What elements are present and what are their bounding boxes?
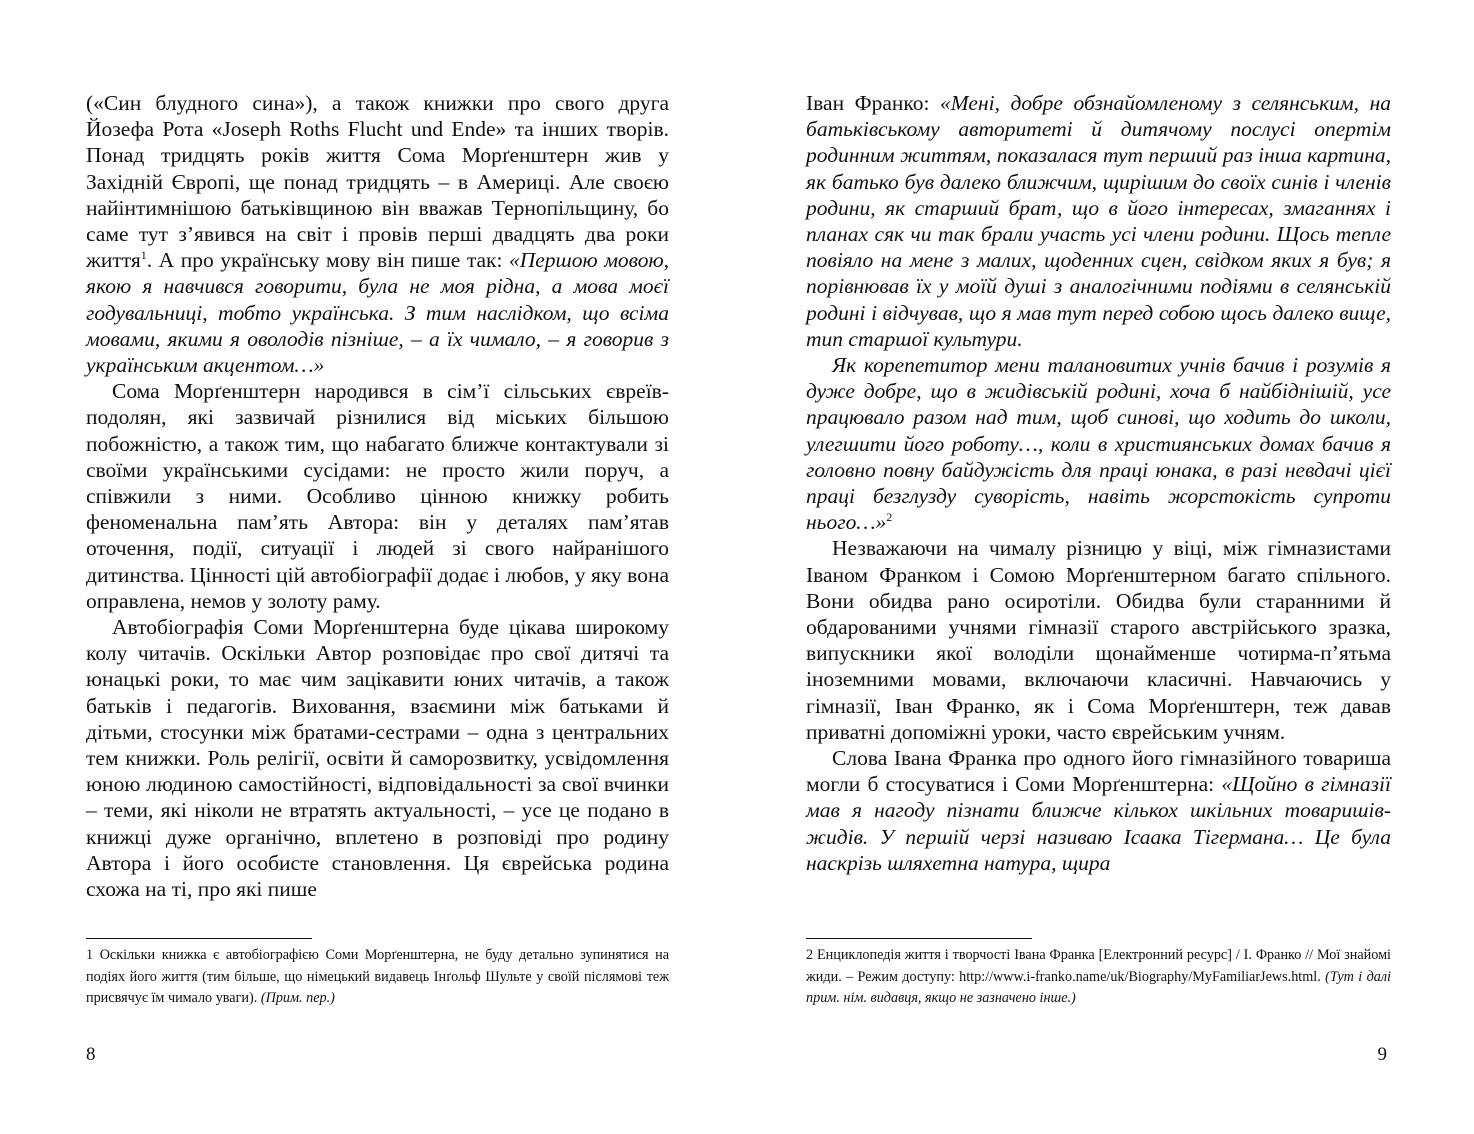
body-paragraph bbox=[86, 378, 669, 614]
footnote-text: 2 Енциклопедія життя і творчості Івана Франка [Електронний ресурс] / І. Франко // Мої знайомі жиди. – Режим доступу: http://www.i-franko.name/uk/Biography/MyFamiliarJews.html. bbox=[806, 947, 1391, 985]
body-paragraph bbox=[806, 535, 1391, 745]
footnote-rule bbox=[806, 938, 1032, 939]
text-run: Незважаючи на чималу різницю у віці, між гімназистами Іваном Франком і Сомою Морґенштерном багато спільного. Вони обидва рано осиротіли. Обидва були старанними й обдарованими учнями гімназії старого австрійського зразка, випускники якої володіли щонайменше чотирма-п’ятьма іноземними мовами, включаючи класичні. Навчаючись у гімназії, Іван Франко, як і Сома Морґенштерн, теж давав приватні допоміжні уроки, часто єврейським учням. bbox=[806, 536, 1391, 744]
body-paragraph bbox=[806, 745, 1391, 876]
page-number: 8 bbox=[86, 1044, 96, 1065]
right-page bbox=[806, 0, 1391, 1134]
footnote-note: (Прим. пер.) bbox=[260, 990, 335, 1006]
body-paragraph bbox=[86, 614, 669, 902]
right-page-body bbox=[806, 90, 1391, 876]
text-run: Сома Морґенштерн народився в сім’ї сільських євреїв-подолян, які зазвичай різнилися від міських більшою побожністю, а також тим, що набагато ближче контактували зі своїми українськими сусідами: не просто жили поруч, а співжили з ними. Особливо цінною книжку робить феноменальна пам’ять Автора: він у деталях пам’ятав оточення, події, ситуації і людей зі свого найранішого дитинства. Цінності цій автобіографії додає і любов, у яку вона оправлена, немов у золоту раму. bbox=[86, 379, 669, 613]
footnote bbox=[86, 945, 669, 1010]
left-page-body bbox=[86, 90, 669, 902]
text-run: Слова Івана Франка про одного його гімназійного товариша могли б стосуватися і Соми Морґенштерна: bbox=[806, 746, 1391, 797]
text-run: . А про українську мову він пише так: bbox=[146, 248, 509, 273]
text-run: Автобіографія Соми Морґенштерна буде цікава широкому колу читачів. Оскільки Автор розповідає про свої дитячі та юнацькі роки, то має чим зацікавити юних читачів, а також батьків і педагогів. Виховання, взаємини між батьками й дітьми, стосунки між братами-сестрами – одна з центральних тем книжки. Роль релігії, освіти й саморозвитку, усвідомлення юною людиною самостійності, відповідальності за свої вчинки – теми, які ніколи не втратять актуальності, – усе це подано в книжці дуже органічно, вплетено в розповіді про родину Автора і його особисте становлення. Ця єврейська родина схожа на ті, про які пише bbox=[86, 615, 669, 902]
quotation: Як корепетитор мени талановитих учнів бачив і розумів я дуже добре, що в жидівській родині, хоча б найбіднішій, усе працювало разом над тим, щоб синові, що ходить до школи, улегшити його роботу…, коли в християнських домах бачив я головно повну байдужість для праці юнака, в разі невдачі цієї праці безглузду суворість, навіть жорстокість супроти нього…» bbox=[806, 353, 1391, 535]
footnote-note: (Тут і далі прим. нім. видавця, якщо не зазначено інше.) bbox=[806, 968, 1391, 1006]
text-run: Іван Франко: bbox=[806, 91, 941, 115]
left-page bbox=[86, 0, 669, 1134]
text-run: («Син блудного сина»), а також книжки про свого друга Йозефа Рота «Joseph Roths Flucht und Ende» та інших творів. Понад тридцять років життя Сома Морґенштерн жив у Західній Європі, ще понад тридцять – в Америці. Але своєю найінтимнішою батьківщиною він вважав Тернопільщину, бо саме тут з’явився на світ і провів перші двадцять два роки життя bbox=[86, 91, 669, 273]
page-number: 9 bbox=[1377, 1044, 1387, 1065]
footnote-ref: 2 bbox=[886, 510, 893, 525]
body-paragraph bbox=[86, 90, 669, 378]
body-paragraph bbox=[806, 352, 1391, 535]
body-paragraph bbox=[806, 90, 1391, 352]
footnote-ref: 1 bbox=[140, 248, 147, 263]
quotation: «Мені, добре обзнайомленому з селянським, на батьківському авторитеті й дитячому послусі опертім родинним життям, показалася тут перший раз інша картина, як батько був далеко ближчим, щирішим до своїх синів і членів родини, як старший брат, що в його інтересах, змаганнях і планах сяк чи так брали участь усі члени родини. Щось тепле повіяло на мене з малих, щоденних сцен, свідком яких я був; я порівнював їх у моїй душі з аналогічними подіями в селянській родині і відчував, що я мав тут перед собою щось далеко вище, тип старшої культури. bbox=[806, 91, 1391, 351]
footnote bbox=[806, 945, 1391, 1010]
quotation: «Першою мовою, якою я навчився говорити, була не моя рідна, а мова моєї годувальниці, тобто українська. З тим наслідком, що всіма мовами, якими я оволодів пізніше, – а їх чимало, – я говорив з українським акцентом…» bbox=[86, 248, 670, 378]
footnote-rule bbox=[86, 938, 312, 939]
quotation: «Щойно в гімназії мав я нагоду пізнати ближче кількох шкільних товаришів-жидів. У першій черзі називаю Ісаака Тігермана… Це була наскрізь шляхетна натура, щира bbox=[806, 772, 1391, 875]
footnote-text: 1 Оскільки книжка є автобіографією Соми Морґенштерна, не буду детально зупинятися на подіях його життя (тим більше, що німецький видавець Інґольф Шульте у своїй післямові теж присвячує їм чимало уваги). bbox=[86, 947, 669, 1006]
